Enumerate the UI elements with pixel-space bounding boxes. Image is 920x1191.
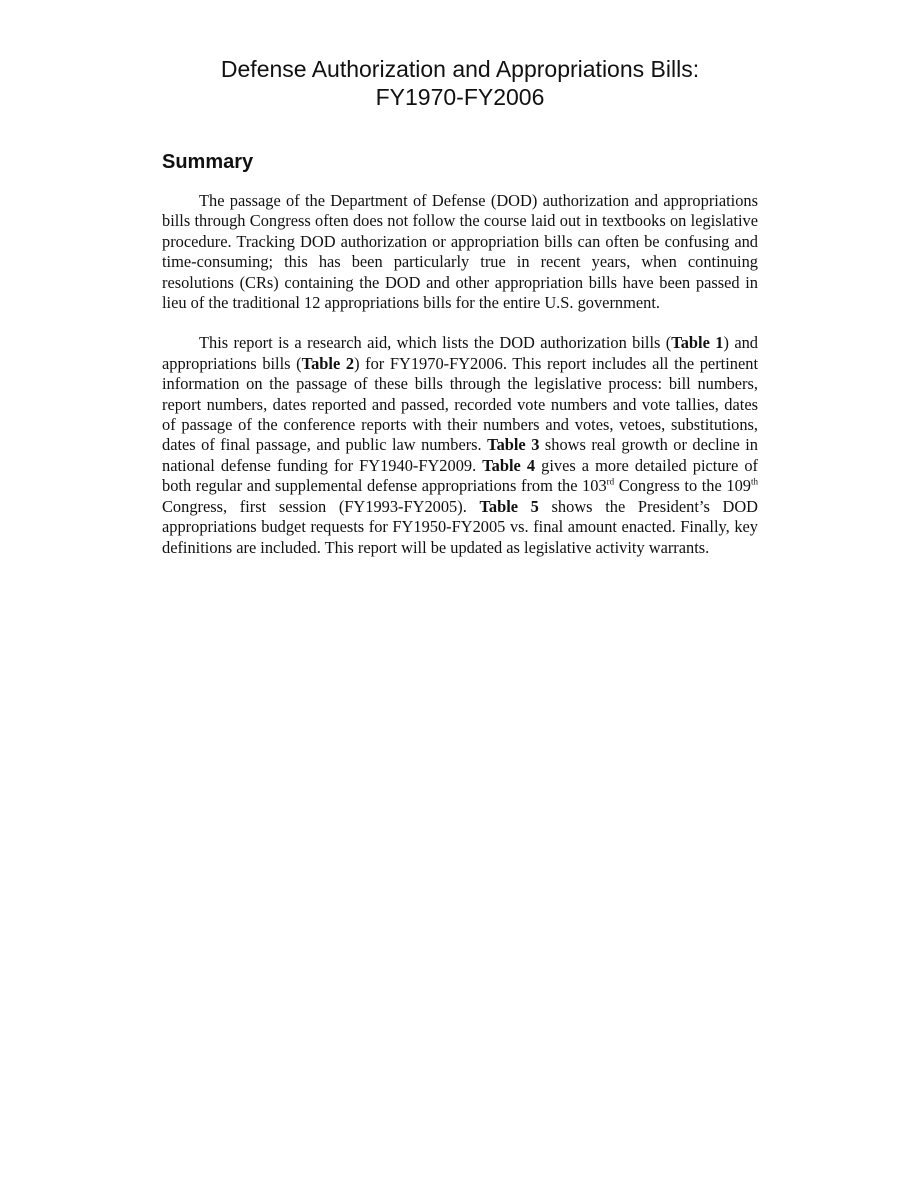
table-4-reference: Table 4 [482,455,536,475]
ordinal-suffix-rd: rd [606,476,615,487]
ordinal-suffix-th: th [750,476,758,487]
paragraph-2-text-2: ) and appropriations bills ( [162,333,758,373]
summary-heading: Summary [162,151,254,173]
paragraph-2-text-4: shows real growth or decline in national defense funding for FY1940-FY2009. [162,435,758,475]
paragraph-2-text-8: shows the President’s DOD appropriations budget requests for FY1950-FY2005 vs. final amount enacted. Finally, key definitions are included. This report will be updated as legislative activity warrants. [162,496,758,557]
paragraph-2-text-6: Congress to the 109 [614,476,751,496]
document-page [162,55,758,558]
table-3-reference: Table 3 [487,435,540,455]
document-title [162,55,758,111]
document-title-line-1: Defense Authorization and Appropriations Bills: [220,56,700,82]
summary-paragraph-2 [162,333,758,557]
paragraph-2-text-3: ) for FY1970-FY2006. This report includes all the pertinent information on the passage of these bills through the legislative process: bill numbers, report numbers, dates reported and passed, recorded vote numbers and vote tallies, dates of passage of the conference reports with their numbers and votes, vetoes, substitutions, dates of final passage, and public law numbers. [162,353,758,455]
table-5-reference: Table 5 [479,496,539,516]
document-title-line-2: FY1970-FY2006 [375,84,545,110]
table-1-reference: Table 1 [671,333,724,353]
paragraph-2-text-1: This report is a research aid, which lists the DOD authorization bills ( [199,333,672,353]
paragraph-2-text-7: Congress, first session (FY1993-FY2005). [162,496,480,516]
summary-paragraph-1: The passage of the Department of Defense (DOD) authorization and appropriations bills through Congress often does not follow the course laid out in textbooks on legislative procedure. Tracking DOD authorization or appropriation bills can often be confusing and time-consuming; this has been particularly true in recent years, when continuing resolutions (CRs) containing the DOD and other appropriation bills have been passed in lieu of the traditional 12 appropriations bills for the entire U.S. government. [162,191,758,313]
paragraph-2-text-5: gives a more detailed picture of both regular and supplemental defense appropriations from the 103 [162,455,758,496]
table-2-reference: Table 2 [301,353,355,373]
